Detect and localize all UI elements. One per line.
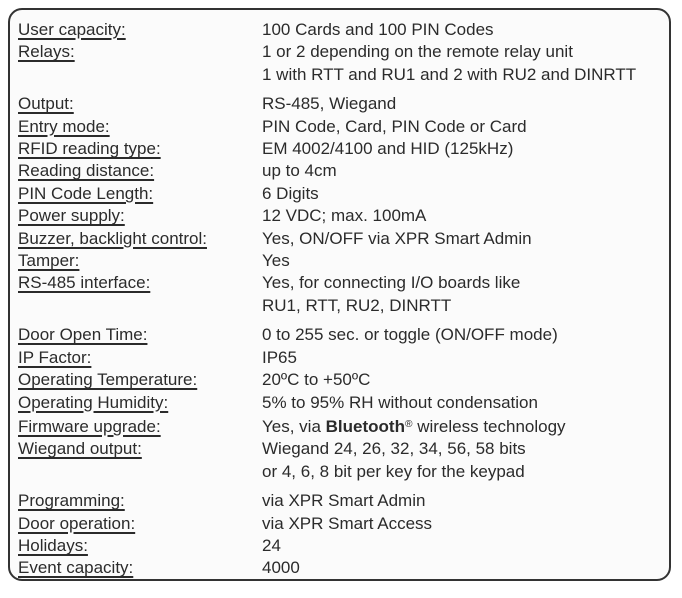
spec-label: [18, 347, 262, 369]
spec-row: [18, 392, 655, 414]
spec-value: [262, 250, 655, 272]
spec-value: [262, 272, 655, 294]
spec-value-text: 4000: [262, 558, 300, 578]
spec-value: [262, 535, 655, 557]
spec-label: [18, 324, 262, 346]
spec-value: [262, 160, 655, 182]
spec-value: [262, 41, 655, 63]
spec-label-text: Buzzer, backlight control:: [18, 228, 207, 248]
spec-label-text: Operating Temperature:: [18, 370, 198, 390]
spec-value-text: Wiegand 24, 26, 32, 34, 56, 58 bits: [262, 439, 526, 459]
spec-value-segment: wireless technology: [412, 417, 566, 436]
spec-label-text: Programming:: [18, 491, 125, 511]
spec-value: [262, 64, 655, 86]
spec-label-text: Wiegand output:: [18, 439, 142, 459]
spec-label: [18, 392, 262, 414]
spec-value-text: 20ºC to +50ºC: [262, 370, 371, 390]
spec-row: [18, 295, 655, 317]
spec-value: [262, 19, 655, 41]
spec-value-text: Yes, ON/OFF via XPR Smart Admin: [262, 228, 532, 248]
spec-group: [18, 324, 655, 483]
spec-row: [18, 64, 655, 86]
spec-value-text: 1 or 2 depending on the remote relay unit: [262, 42, 573, 62]
spec-value-text: RS-485, Wiegand: [262, 94, 397, 114]
spec-label-text: User capacity:: [18, 20, 126, 39]
spec-value-text: Yes, for connecting I/O boards like: [262, 273, 521, 293]
spec-label-text: RFID reading type:: [18, 139, 161, 159]
spec-label: [18, 93, 262, 115]
spec-label-text: Operating Humidity:: [18, 392, 169, 412]
spec-value-text: up to 4cm: [262, 161, 337, 181]
spec-value: [262, 392, 655, 414]
spec-row: [18, 557, 655, 579]
spec-label-text: Reading distance:: [18, 161, 155, 181]
spec-label-text: Entry mode:: [18, 116, 110, 136]
spec-value: [262, 414, 655, 439]
spec-value: [262, 461, 655, 483]
spec-label-text: RS-485 interface:: [18, 273, 151, 293]
spec-value-text: RU1, RTT, RU2, DINRTT: [262, 295, 452, 315]
spec-label-text: Power supply:: [18, 206, 125, 226]
spec-label: [18, 205, 262, 227]
spec-value-segment: Yes, via: [262, 417, 326, 436]
spec-label: [18, 369, 262, 391]
spec-label: [18, 183, 262, 205]
spec-value: [262, 116, 655, 138]
spec-label: [18, 228, 262, 250]
spec-row: [18, 138, 655, 160]
spec-value-text: 1 with RTT and RU1 and 2 with RU2 and DINRTT: [262, 64, 637, 84]
spec-value-text: via XPR Smart Access: [262, 513, 433, 533]
spec-value: [262, 205, 655, 227]
spec-value: [262, 93, 655, 115]
spec-label-text: IP Factor:: [18, 347, 92, 367]
spec-label: [18, 138, 262, 160]
spec-row: [18, 93, 655, 115]
spec-row: [18, 490, 655, 512]
spec-row: [18, 513, 655, 535]
spec-label: [18, 438, 262, 460]
spec-table: [18, 19, 655, 580]
spec-value-text: 0 to 255 sec. or toggle (ON/OFF mode): [262, 325, 558, 345]
spec-label-text: Tamper:: [18, 251, 80, 271]
spec-value-text: PIN Code, Card, PIN Code or Card: [262, 116, 527, 136]
spec-label: [18, 41, 262, 63]
spec-row: [18, 41, 655, 63]
spec-group: [18, 19, 655, 86]
spec-value-text: 100 Cards and 100 PIN Codes: [262, 20, 494, 39]
spec-label: [18, 19, 262, 41]
spec-label: [18, 272, 262, 294]
spec-row: [18, 205, 655, 227]
spec-value-text: or 4, 6, 8 bit per key for the keypad: [262, 461, 525, 481]
spec-value-text: IP65: [262, 347, 297, 367]
spec-value: [262, 438, 655, 460]
spec-row: [18, 116, 655, 138]
spec-value-text: 5% to 95% RH without condensation: [262, 392, 538, 412]
spec-value: [262, 513, 655, 535]
spec-label: [18, 490, 262, 512]
spec-label-text: Holidays:: [18, 536, 88, 556]
spec-value-text: 6 Digits: [262, 183, 319, 203]
spec-label: [18, 116, 262, 138]
spec-value-text: EM 4002/4100 and HID (125kHz): [262, 139, 514, 159]
spec-value: [262, 295, 655, 317]
spec-label-text: Firmware upgrade:: [18, 417, 161, 436]
spec-row: [18, 160, 655, 182]
spec-value: [262, 369, 655, 391]
spec-label-text: Door Open Time:: [18, 325, 148, 345]
spec-value: [262, 324, 655, 346]
spec-label: [18, 557, 262, 579]
spec-value: [262, 490, 655, 512]
spec-value: [262, 557, 655, 579]
spec-label-text: Output:: [18, 94, 74, 114]
spec-row: [18, 461, 655, 483]
spec-group: [18, 490, 655, 580]
spec-label-text: PIN Code Length:: [18, 183, 154, 203]
spec-value-text: via XPR Smart Admin: [262, 491, 426, 511]
spec-value-text: 12 VDC; max. 100mA: [262, 206, 427, 226]
spec-label-text: Door operation:: [18, 513, 136, 533]
spec-value-text: Yes: [262, 251, 290, 271]
spec-label: [18, 416, 262, 438]
spec-row: [18, 414, 655, 439]
spec-group: [18, 93, 655, 317]
spec-value-segment: Bluetooth: [325, 417, 405, 436]
spec-row: [18, 347, 655, 369]
spec-row: [18, 324, 655, 346]
spec-label: [18, 535, 262, 557]
spec-value: [262, 228, 655, 250]
spec-label: [18, 250, 262, 272]
spec-label: [18, 160, 262, 182]
spec-row: [18, 228, 655, 250]
spec-value-segment: ®: [404, 418, 413, 430]
spec-value: [262, 347, 655, 369]
spec-row: [18, 535, 655, 557]
spec-panel: [8, 8, 671, 581]
spec-label-text: Event capacity:: [18, 558, 134, 578]
spec-row: [18, 369, 655, 391]
spec-value-text: 24: [262, 536, 281, 556]
spec-value: [262, 138, 655, 160]
spec-row: [18, 19, 655, 41]
spec-row: [18, 250, 655, 272]
spec-row: [18, 183, 655, 205]
spec-row: [18, 272, 655, 294]
spec-label: [18, 513, 262, 535]
spec-label-text: Relays:: [18, 42, 75, 62]
spec-value: [262, 183, 655, 205]
spec-row: [18, 438, 655, 460]
